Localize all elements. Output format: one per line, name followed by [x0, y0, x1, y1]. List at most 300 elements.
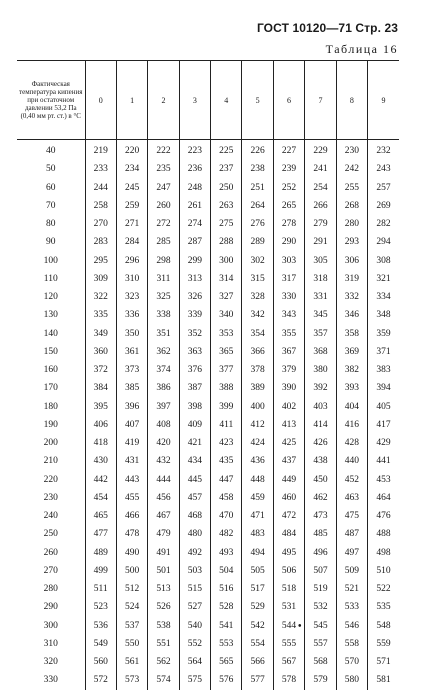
- value-cell: 261: [179, 197, 210, 215]
- value-cell: 282: [368, 215, 399, 233]
- value-cell: 468: [179, 507, 210, 525]
- value-cell: 377: [211, 361, 242, 379]
- value-cell: 440: [336, 452, 367, 470]
- temperature-cell: 40: [46, 146, 56, 157]
- temperature-cell: 240: [43, 511, 58, 522]
- value-cell: 581: [368, 671, 399, 689]
- value-cell: 536: [85, 617, 116, 635]
- value-cell: 225: [211, 140, 242, 161]
- value-cell: 397: [148, 398, 179, 416]
- table-row: [17, 617, 399, 635]
- value-cell: 252: [273, 179, 304, 197]
- value-cell: 408: [148, 416, 179, 434]
- value-cell: 392: [305, 379, 336, 397]
- value-cell: 546: [336, 617, 367, 635]
- value-cell: 335: [85, 306, 116, 324]
- value-cell: 345: [305, 306, 336, 324]
- value-cell: 431: [116, 452, 147, 470]
- value-cell: 540: [179, 617, 210, 635]
- value-cell: 366: [242, 343, 273, 361]
- value-cell: 367: [273, 343, 304, 361]
- value-cell: 343: [273, 306, 304, 324]
- digit-column-header: 9: [368, 61, 399, 140]
- value-cell: 362: [148, 343, 179, 361]
- value-cell: 393: [336, 379, 367, 397]
- table-row: [17, 361, 399, 379]
- value-cell: 338: [148, 306, 179, 324]
- value-cell: 247: [148, 179, 179, 197]
- value-cell: 390: [273, 379, 304, 397]
- value-cell: 558: [336, 635, 367, 653]
- value-cell: 352: [179, 325, 210, 343]
- value-cell: 489: [85, 544, 116, 562]
- value-cell: 572: [85, 671, 116, 689]
- value-cell: 235: [148, 160, 179, 178]
- value-cell: 323: [116, 288, 147, 306]
- temperature-cell: 290: [43, 602, 58, 613]
- value-cell: 386: [148, 379, 179, 397]
- value-cell: 442: [85, 471, 116, 489]
- value-cell: 449: [273, 471, 304, 489]
- value-cell: 336: [116, 306, 147, 324]
- value-cell: 220: [116, 140, 147, 161]
- value-cell: 480: [179, 525, 210, 543]
- value-cell: 222: [148, 140, 179, 161]
- value-cell: 295: [85, 252, 116, 270]
- value-cell: 567: [273, 653, 304, 671]
- table-row: [17, 671, 399, 689]
- value-cell: 423: [211, 434, 242, 452]
- value-cell: 388: [211, 379, 242, 397]
- value-cell: 289: [242, 233, 273, 251]
- value-cell: 561: [116, 653, 147, 671]
- temperature-cell: 170: [43, 383, 58, 394]
- value-cell: 522: [368, 580, 399, 598]
- table-row: [17, 471, 399, 489]
- table-row: [17, 197, 399, 215]
- value-cell: 264: [242, 197, 273, 215]
- value-cell: 460: [273, 489, 304, 507]
- value-cell: 491: [148, 544, 179, 562]
- value-cell: 575: [179, 671, 210, 689]
- value-cell: 573: [116, 671, 147, 689]
- value-cell: 443: [116, 471, 147, 489]
- table-row: [17, 179, 399, 197]
- value-cell: 409: [179, 416, 210, 434]
- value-cell: 506: [273, 562, 304, 580]
- table-body: [17, 140, 399, 690]
- value-cell: 251: [242, 179, 273, 197]
- value-cell: 294: [368, 233, 399, 251]
- value-cell: 459: [242, 489, 273, 507]
- value-cell: 405: [368, 398, 399, 416]
- value-cell: 334: [368, 288, 399, 306]
- value-cell: 455: [116, 489, 147, 507]
- value-cell: 355: [273, 325, 304, 343]
- value-cell: 577: [242, 671, 273, 689]
- temperature-cell: 150: [43, 346, 58, 357]
- value-cell: 511: [85, 580, 116, 598]
- value-cell: 523: [85, 598, 116, 616]
- value-cell: 554: [242, 635, 273, 653]
- value-cell: 328: [242, 288, 273, 306]
- value-cell: 452: [336, 471, 367, 489]
- value-cell: 436: [242, 452, 273, 470]
- value-cell: 302: [242, 252, 273, 270]
- value-cell: 559: [368, 635, 399, 653]
- value-cell: 519: [305, 580, 336, 598]
- value-cell: 544: [273, 617, 304, 635]
- digit-column-header: 3: [179, 61, 210, 140]
- value-cell: 476: [368, 507, 399, 525]
- value-cell: 515: [179, 580, 210, 598]
- temperature-cell: 220: [43, 474, 58, 485]
- value-cell: 478: [116, 525, 147, 543]
- value-cell: 242: [336, 160, 367, 178]
- value-cell: 237: [211, 160, 242, 178]
- value-cell: 402: [273, 398, 304, 416]
- value-cell: 479: [148, 525, 179, 543]
- value-cell: 428: [336, 434, 367, 452]
- value-cell: 290: [273, 233, 304, 251]
- value-cell: 541: [211, 617, 242, 635]
- value-cell: 354: [242, 325, 273, 343]
- value-cell: 501: [148, 562, 179, 580]
- table-row: [17, 233, 399, 251]
- value-cell: 319: [336, 270, 367, 288]
- value-cell: 463: [336, 489, 367, 507]
- value-cell: 450: [305, 471, 336, 489]
- value-cell: 467: [148, 507, 179, 525]
- table-row: [17, 598, 399, 616]
- value-cell: 387: [179, 379, 210, 397]
- value-cell: 425: [273, 434, 304, 452]
- value-cell: 533: [336, 598, 367, 616]
- temperature-cell: 280: [43, 584, 58, 595]
- value-cell: 424: [242, 434, 273, 452]
- value-cell: 435: [211, 452, 242, 470]
- value-cell: 529: [242, 598, 273, 616]
- temperature-cell: 70: [46, 200, 56, 211]
- value-cell: 229: [305, 140, 336, 161]
- value-cell: 325: [148, 288, 179, 306]
- digit-column-header: 7: [305, 61, 336, 140]
- value-cell: 342: [242, 306, 273, 324]
- value-cell: 308: [368, 252, 399, 270]
- table-row: [17, 544, 399, 562]
- value-cell: 507: [305, 562, 336, 580]
- value-cell: 394: [368, 379, 399, 397]
- value-cell: 382: [336, 361, 367, 379]
- value-cell: 555: [273, 635, 304, 653]
- value-cell: 243: [368, 160, 399, 178]
- value-cell: 494: [242, 544, 273, 562]
- table-row: [17, 140, 399, 161]
- value-cell: 230: [336, 140, 367, 161]
- table-row: [17, 434, 399, 452]
- table-row: [17, 635, 399, 653]
- value-cell: 285: [148, 233, 179, 251]
- value-cell: 269: [368, 197, 399, 215]
- temperature-cell: 160: [43, 365, 58, 376]
- value-cell: 560: [85, 653, 116, 671]
- temperature-cell: 230: [43, 492, 58, 503]
- digit-column-header: 4: [211, 61, 242, 140]
- value-cell: 272: [148, 215, 179, 233]
- value-cell: 317: [273, 270, 304, 288]
- value-cell: 331: [305, 288, 336, 306]
- value-cell: 500: [116, 562, 147, 580]
- value-cell: 232: [368, 140, 399, 161]
- value-cell: 259: [116, 197, 147, 215]
- value-cell: 239: [273, 160, 304, 178]
- value-cell: 360: [85, 343, 116, 361]
- value-cell: 250: [211, 179, 242, 197]
- value-cell: 245: [116, 179, 147, 197]
- table-row: [17, 489, 399, 507]
- value-cell: 537: [116, 617, 147, 635]
- value-cell: 287: [179, 233, 210, 251]
- temperature-cell: 120: [43, 292, 58, 303]
- value-cell: 579: [305, 671, 336, 689]
- value-cell: 419: [116, 434, 147, 452]
- value-cell: 485: [305, 525, 336, 543]
- value-cell: 346: [336, 306, 367, 324]
- value-cell: 465: [85, 507, 116, 525]
- value-cell: 322: [85, 288, 116, 306]
- value-cell: 418: [85, 434, 116, 452]
- value-cell: 570: [336, 653, 367, 671]
- value-cell: 432: [148, 452, 179, 470]
- table-row: [17, 379, 399, 397]
- temperature-cell: 80: [46, 219, 56, 230]
- value-cell: 280: [336, 215, 367, 233]
- value-cell: 548: [368, 617, 399, 635]
- temperature-cell: 270: [43, 565, 58, 576]
- value-cell: 571: [368, 653, 399, 671]
- value-cell: 254: [305, 179, 336, 197]
- value-cell: 538: [148, 617, 179, 635]
- value-cell: 330: [273, 288, 304, 306]
- value-cell: 499: [85, 562, 116, 580]
- value-cell: 464: [368, 489, 399, 507]
- value-cell: 332: [336, 288, 367, 306]
- value-cell: 417: [368, 416, 399, 434]
- value-cell: 484: [273, 525, 304, 543]
- value-cell: 318: [305, 270, 336, 288]
- value-cell: 271: [116, 215, 147, 233]
- value-cell: 296: [116, 252, 147, 270]
- value-cell: 376: [179, 361, 210, 379]
- value-cell: 420: [148, 434, 179, 452]
- value-cell: 510: [368, 562, 399, 580]
- value-cell: 509: [336, 562, 367, 580]
- table-row: [17, 252, 399, 270]
- value-cell: 497: [336, 544, 367, 562]
- value-cell: 531: [273, 598, 304, 616]
- value-cell: 374: [148, 361, 179, 379]
- value-cell: 260: [148, 197, 179, 215]
- value-cell: 223: [179, 140, 210, 161]
- value-cell: 379: [273, 361, 304, 379]
- value-cell: 475: [336, 507, 367, 525]
- value-cell: 403: [305, 398, 336, 416]
- value-cell: 244: [85, 179, 116, 197]
- value-cell: 444: [148, 471, 179, 489]
- value-cell: 327: [211, 288, 242, 306]
- temperature-cell: 320: [43, 657, 58, 668]
- value-cell: 545: [305, 617, 336, 635]
- value-cell: 306: [336, 252, 367, 270]
- value-cell: 400: [242, 398, 273, 416]
- value-cell: 313: [179, 270, 210, 288]
- digit-column-header: 2: [148, 61, 179, 140]
- value-cell: 395: [85, 398, 116, 416]
- value-cell: 233: [85, 160, 116, 178]
- value-cell: 373: [116, 361, 147, 379]
- value-cell: 383: [368, 361, 399, 379]
- value-cell: 441: [368, 452, 399, 470]
- value-cell: 564: [179, 653, 210, 671]
- value-cell: 234: [116, 160, 147, 178]
- value-cell: 298: [148, 252, 179, 270]
- value-cell: 495: [273, 544, 304, 562]
- value-cell: 565: [211, 653, 242, 671]
- value-cell: 258: [85, 197, 116, 215]
- value-cell: 412: [242, 416, 273, 434]
- value-cell: 219: [85, 140, 116, 161]
- value-cell: 293: [336, 233, 367, 251]
- value-cell: 549: [85, 635, 116, 653]
- value-cell: 526: [148, 598, 179, 616]
- value-cell: 517: [242, 580, 273, 598]
- temperature-cell: 200: [43, 438, 58, 449]
- value-cell: 578: [273, 671, 304, 689]
- value-cell: 274: [179, 215, 210, 233]
- value-cell: 265: [273, 197, 304, 215]
- value-cell: 532: [305, 598, 336, 616]
- value-cell: 236: [179, 160, 210, 178]
- value-cell: 396: [116, 398, 147, 416]
- value-cell: 350: [116, 325, 147, 343]
- value-cell: 380: [305, 361, 336, 379]
- value-cell: 257: [368, 179, 399, 197]
- value-cell: 503: [179, 562, 210, 580]
- value-cell: 255: [336, 179, 367, 197]
- value-cell: 454: [85, 489, 116, 507]
- value-cell: 314: [211, 270, 242, 288]
- table-row: [17, 288, 399, 306]
- value-cell: 385: [116, 379, 147, 397]
- value-cell: 305: [305, 252, 336, 270]
- value-cell: 516: [211, 580, 242, 598]
- value-cell: 326: [179, 288, 210, 306]
- value-cell: 453: [368, 471, 399, 489]
- temperature-cell: 310: [43, 638, 58, 649]
- value-cell: 416: [336, 416, 367, 434]
- value-cell: 311: [148, 270, 179, 288]
- value-cell: 404: [336, 398, 367, 416]
- temperature-cell: 260: [43, 547, 58, 558]
- value-cell: 473: [305, 507, 336, 525]
- value-cell: 445: [179, 471, 210, 489]
- temperature-cell: 250: [43, 529, 58, 540]
- value-cell: 470: [211, 507, 242, 525]
- value-cell: 268: [336, 197, 367, 215]
- value-cell: 472: [273, 507, 304, 525]
- temperature-cell: 100: [43, 255, 58, 266]
- value-cell: 504: [211, 562, 242, 580]
- value-cell: 568: [305, 653, 336, 671]
- value-cell: 438: [305, 452, 336, 470]
- value-cell: 349: [85, 325, 116, 343]
- value-cell: 528: [211, 598, 242, 616]
- value-cell: 276: [242, 215, 273, 233]
- value-cell: 429: [368, 434, 399, 452]
- value-cell: 359: [368, 325, 399, 343]
- value-cell: 527: [179, 598, 210, 616]
- value-cell: 551: [148, 635, 179, 653]
- value-cell: 430: [85, 452, 116, 470]
- value-cell: 363: [179, 343, 210, 361]
- first-column-header: Фактическая температура кипения при остаточном давлении 53,2 Па (0,40 мм рт. ст.) в °С: [17, 61, 85, 140]
- value-cell: 505: [242, 562, 273, 580]
- table-row: [17, 215, 399, 233]
- value-cell: 238: [242, 160, 273, 178]
- boiling-point-table: [17, 60, 399, 690]
- value-cell: 492: [179, 544, 210, 562]
- value-cell: 535: [368, 598, 399, 616]
- temperature-cell: 90: [46, 237, 56, 248]
- temperature-cell: 190: [43, 419, 58, 430]
- temperature-cell: 50: [46, 164, 56, 175]
- value-cell: 496: [305, 544, 336, 562]
- value-cell: 399: [211, 398, 242, 416]
- temperature-cell: 60: [46, 182, 56, 193]
- value-cell: 513: [148, 580, 179, 598]
- value-cell: 574: [148, 671, 179, 689]
- footer-mark: •: [298, 621, 302, 632]
- value-cell: 490: [116, 544, 147, 562]
- table-row: [17, 160, 399, 178]
- value-cell: 488: [368, 525, 399, 543]
- value-cell: 462: [305, 489, 336, 507]
- value-cell: 457: [179, 489, 210, 507]
- value-cell: 398: [179, 398, 210, 416]
- table-row: [17, 507, 399, 525]
- value-cell: 291: [305, 233, 336, 251]
- value-cell: 498: [368, 544, 399, 562]
- temperature-cell: 180: [43, 401, 58, 412]
- value-cell: 248: [179, 179, 210, 197]
- table-caption: Таблица 16: [325, 42, 398, 56]
- table-row: [17, 306, 399, 324]
- value-cell: 263: [211, 197, 242, 215]
- value-cell: 552: [179, 635, 210, 653]
- value-cell: 471: [242, 507, 273, 525]
- value-cell: 369: [336, 343, 367, 361]
- value-cell: 372: [85, 361, 116, 379]
- value-cell: 371: [368, 343, 399, 361]
- value-cell: 278: [273, 215, 304, 233]
- page-header: ГОСТ 10120—71 Стр. 23: [256, 21, 398, 35]
- value-cell: 300: [211, 252, 242, 270]
- value-cell: 283: [85, 233, 116, 251]
- value-cell: 389: [242, 379, 273, 397]
- value-cell: 493: [211, 544, 242, 562]
- value-cell: 365: [211, 343, 242, 361]
- value-cell: 550: [116, 635, 147, 653]
